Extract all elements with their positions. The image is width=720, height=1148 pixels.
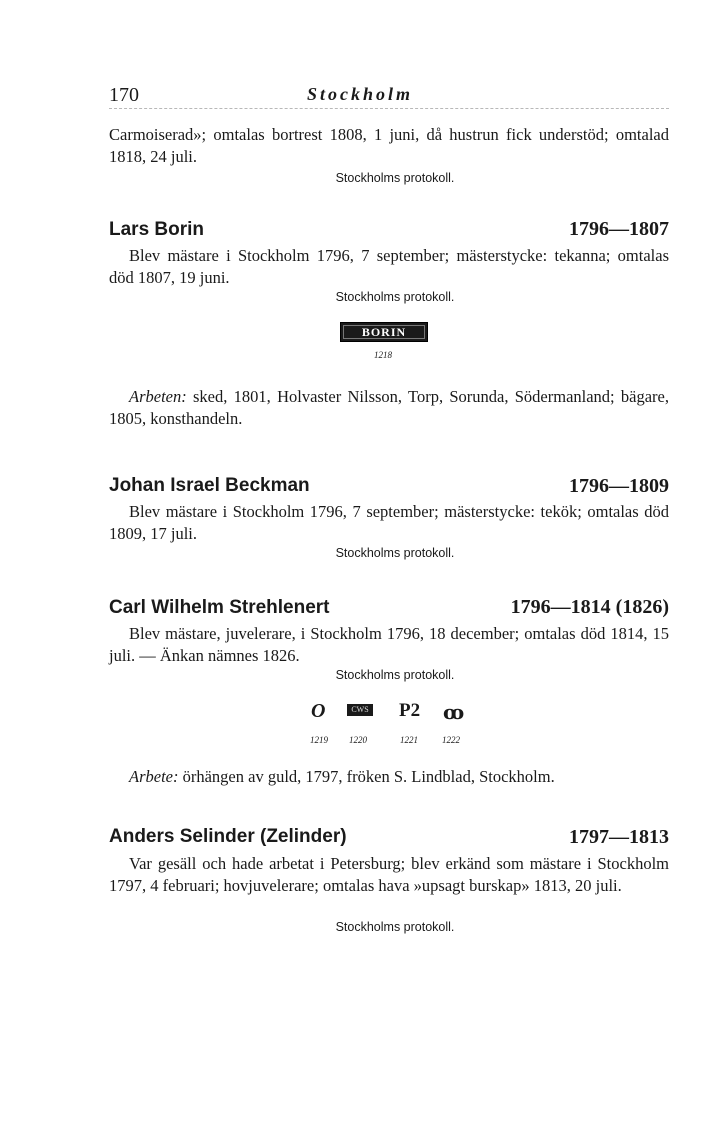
entry-text-selinder: Var gesäll och hade arbetat i Petersburg; blev erkänd som mästare i Stockholm 1797, 4 februari; hovjuvelerare; omtalas hava »upsagt burskap» 1813, 20 juli. bbox=[109, 854, 669, 895]
entry-name-selinder: Anders Selinder (Zelinder) bbox=[109, 826, 347, 847]
entry-name-strehlenert: Carl Wilhelm Strehlenert bbox=[109, 597, 330, 618]
entry-name-beckman: Johan Israel Beckman bbox=[109, 475, 310, 496]
entry-years-beckman: 1796—1809 bbox=[569, 475, 669, 497]
works-label: Arbeten: bbox=[129, 387, 187, 406]
continuation-paragraph: Carmoiserad»; omtalas bortrest 1808, 1 juni, då hustrun fick understöd; omtalad 1818, 24 juli. bbox=[109, 125, 669, 166]
entry-works-borin bbox=[109, 386, 669, 430]
entry-source-beckman: Stockholms protokoll. bbox=[335, 546, 455, 560]
entry-years-borin: 1796—1807 bbox=[569, 218, 669, 240]
works-text: sked, 1801, Holvaster Nilsson, Torp, Sorunda, Södermanland; bägare, 1805, konsthandeln. bbox=[109, 387, 670, 428]
maker-mark-1221: P2 bbox=[399, 700, 421, 721]
entry-text-strehlenert: Blev mästare, juvelerare, i Stockholm 1796, 18 december; omtalas död 1814, 15 juli. — Änkan nämnes 1826. bbox=[109, 624, 669, 665]
entry-name-borin: Lars Borin bbox=[109, 219, 205, 240]
maker-mark-borin: BORIN bbox=[340, 322, 428, 342]
mark-number-1221: 1221 bbox=[400, 735, 418, 745]
entry-text-beckman: Blev mästare i Stockholm 1796, 7 september; mästerstycke: tekök; omtalas död 1809, 17 juli. bbox=[109, 502, 669, 543]
mark-number-1218: 1218 bbox=[374, 350, 392, 360]
entry-years-selinder: 1797—1813 bbox=[569, 826, 669, 848]
maker-mark-1222: ꝏ bbox=[443, 702, 465, 724]
continuation-source: Stockholms protokoll. bbox=[335, 171, 455, 185]
entry-source-selinder: Stockholms protokoll. bbox=[335, 920, 455, 934]
entry-years-strehlenert: 1796—1814 (1826) bbox=[510, 596, 669, 618]
mark-number-1222: 1222 bbox=[442, 735, 460, 745]
mark-number-1219: 1219 bbox=[310, 735, 328, 745]
maker-mark-1220: CWS bbox=[347, 704, 373, 716]
works-text: örhängen av guld, 1797, fröken S. Lindblad, Stockholm. bbox=[182, 767, 555, 786]
entry-works-strehlenert bbox=[109, 766, 669, 788]
entry-source-strehlenert: Stockholms protokoll. bbox=[335, 668, 455, 682]
running-head: Stockholm bbox=[306, 84, 413, 104]
works-label: Arbete: bbox=[129, 767, 179, 786]
entry-text-borin: Blev mästare i Stockholm 1796, 7 september; mästerstycke: tekanna; omtalas död 1807, 19 juni. bbox=[109, 246, 669, 287]
page-number: 170 bbox=[109, 84, 139, 106]
maker-mark-1219: O bbox=[311, 700, 326, 722]
mark-number-1220: 1220 bbox=[349, 735, 367, 745]
entry-source-borin: Stockholms protokoll. bbox=[335, 290, 455, 304]
header-rule bbox=[109, 108, 669, 109]
continuation-text bbox=[109, 124, 669, 168]
